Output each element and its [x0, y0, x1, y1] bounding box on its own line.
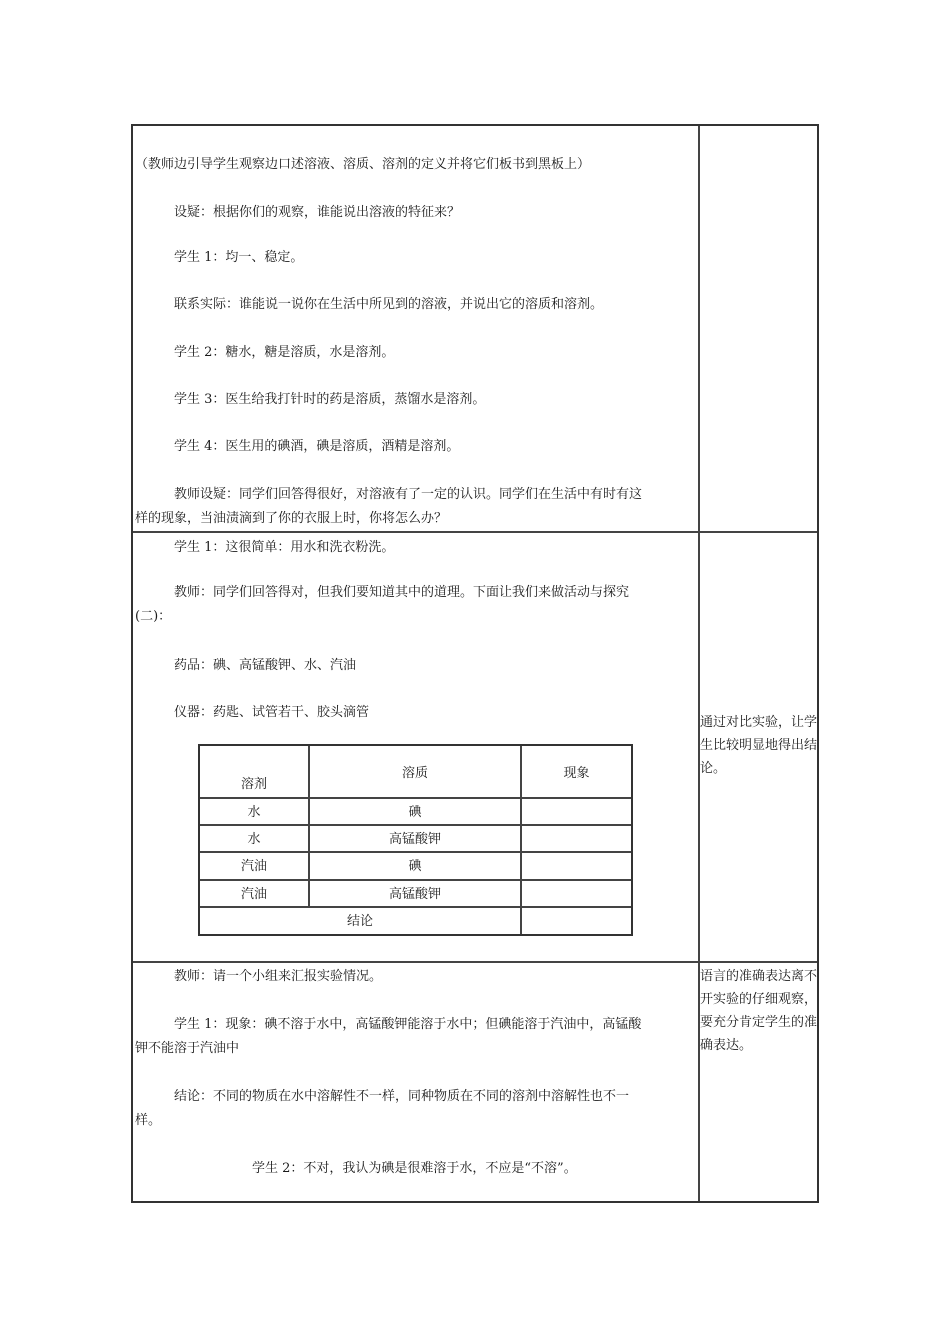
table-header-solute: 溶质 [401, 766, 428, 781]
paragraph-instruments: 仪器：药匙、试管若干、胶头滴管 [174, 705, 370, 720]
paragraph-question: 设疑：根据你们的观察，谁能说出溶液的特征来？ [174, 205, 461, 220]
paragraph-teacher-activity-line1: 教师：同学们回答得对，但我们要知道其中的道理。下面让我们来做活动与探究 [174, 585, 630, 600]
paragraph-conclusion-line1: 结论：不同的物质在水中溶解性不一样，同种物质在不同的溶剂中溶解性也不一 [174, 1089, 630, 1104]
table-cell-solute: 高锰酸钾 [388, 887, 441, 902]
paragraph-teacher-report: 教师：请一个小组来汇报实验情况。 [174, 969, 383, 984]
paragraph-student-4: 学生 4：医生用的碘酒，碘是溶质，酒精是溶剂。 [174, 439, 460, 454]
paragraph-teacher-question-line1: 教师设疑：同学们回答得很好，对溶液有了一定的认识。同学们在生活中有时有这 [174, 487, 643, 502]
paragraph-student-report-line1: 学生 1：现象：碘不溶于水中，高锰酸钾能溶于水中；但碘能溶于汽油中，高锰酸 [174, 1017, 642, 1032]
paragraph-student-report-line2: 钾不能溶于汽油中 [135, 1041, 240, 1056]
table-row-divider [200, 797, 631, 799]
table-cell-solute: 碘 [408, 805, 422, 820]
table-conclusion-label: 结论 [346, 914, 373, 929]
table-cell-solvent: 水 [247, 832, 261, 847]
paragraph-reagents: 药品：碘、高锰酸钾、水、汽油 [174, 658, 357, 673]
paragraph-student-objection: 学生 2：不对，我认为碘是很难溶于水，不应是“不溶”。 [252, 1161, 577, 1176]
paragraph-teacher-guidance: （教师边引导学生观察边口述溶液、溶质、溶剂的定义并将它们板书到黑板上） [135, 157, 591, 172]
paragraph-teacher-question-line2: 样的现象，当油渍滴到了你的衣服上时，你将怎么办？ [135, 511, 448, 526]
paragraph-student-1: 学生 1：均一、稳定。 [174, 250, 304, 265]
table-header-phenomenon: 现象 [563, 766, 590, 781]
table-header-solvent: 溶剂 [240, 777, 267, 792]
paragraph-real-life: 联系实际：谁能说一说你在生活中所见到的溶液，并说出它的溶质和溶剂。 [174, 297, 604, 312]
table-cell-solvent: 汽油 [240, 859, 267, 874]
table-row-divider [200, 906, 631, 908]
table-cell-solvent: 水 [247, 805, 261, 820]
experiment-table [198, 744, 633, 936]
paragraph-conclusion-line2: 样。 [135, 1113, 162, 1128]
paragraph-student-3: 学生 3：医生给我打针时的药是溶质，蒸馏水是溶剂。 [174, 392, 486, 407]
paragraph-teacher-activity-line2: (二)： [135, 609, 172, 624]
table-row-divider [200, 851, 631, 853]
table-cell-solute: 高锰酸钾 [388, 832, 441, 847]
table-cell-solute: 碘 [408, 859, 422, 874]
table-row-divider [200, 824, 631, 826]
table-cell-solvent: 汽油 [240, 887, 267, 902]
paragraph-student-2: 学生 2：糖水，糖是溶质，水是溶剂。 [174, 345, 395, 360]
note-contrast-experiment: 通过对比实验，让学生比较明显地得出结论。 [700, 715, 818, 776]
row-divider [133, 961, 817, 963]
note-accurate-expression: 语言的准确表达离不开实验的仔细观察，要充分肯定学生的准确表达。 [700, 969, 818, 1053]
paragraph-student-answer: 学生 1：这很简单：用水和洗衣粉洗。 [174, 540, 395, 555]
table-row-divider [200, 879, 631, 881]
row-divider [133, 531, 817, 533]
